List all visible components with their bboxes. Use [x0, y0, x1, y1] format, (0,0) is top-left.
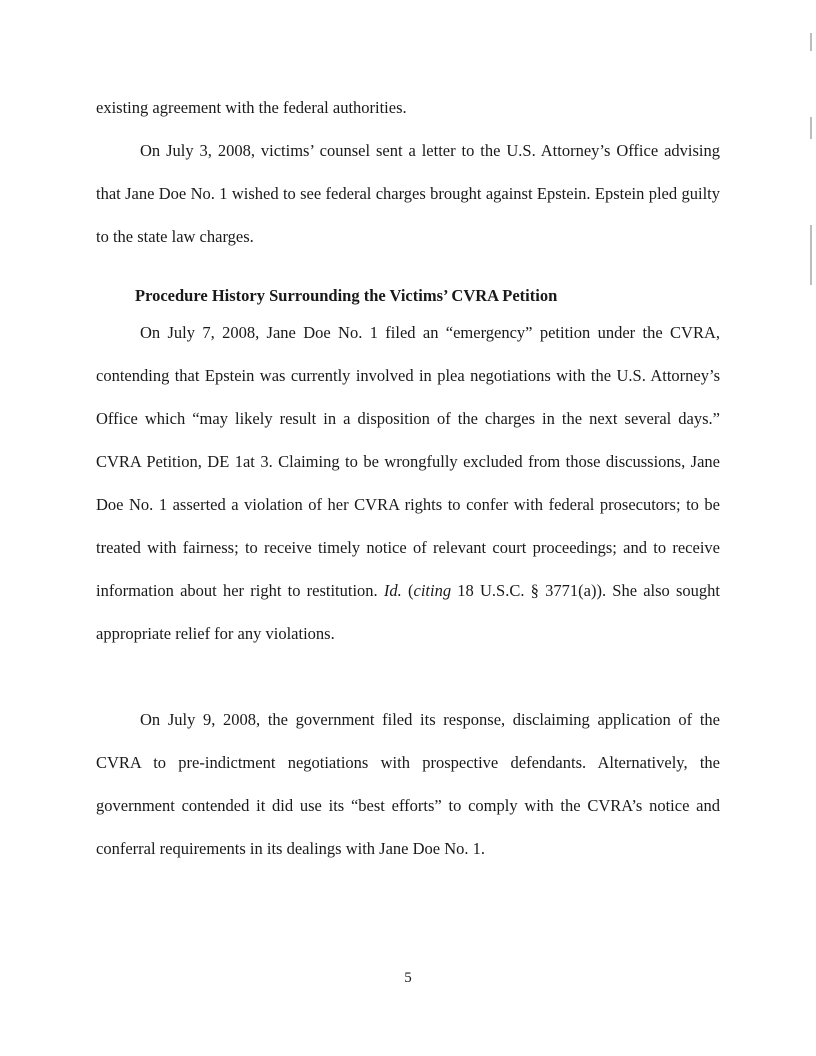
margin-mark — [810, 225, 812, 285]
petition-text-end: 18 U.S.C. § 3771(a)). She also sought appropriate relief for any violations. — [96, 581, 721, 643]
page-number: 5 — [404, 970, 412, 986]
open-paren: ( — [408, 581, 414, 600]
section-heading: Procedure History Surrounding the Victims’ CVRA Petition — [135, 286, 558, 305]
petition-text: On July 7, 2008, Jane Doe No. 1 filed an “emergency” petition under the CVRA, contending that Epstein was currently involved in plea negotiations with the U.S. Attorney’s Office which “may likely result in a disposition of the charges in the next several days.” CVRA Petition, DE 1at 3. Claiming to be wrongfully excluded from those discussions, Jane Doe No. 1 asserted a violation of her CVRA rights to confer with federal prosecutors; to be treated with fairness; to receive timely notice of relevant court proceedings; and to receive information about her right to restitution. — [96, 323, 720, 600]
paragraph-continuation: existing agreement with the federal authorities. — [96, 98, 407, 117]
id-citation: Id. — [383, 581, 402, 600]
margin-mark — [810, 117, 812, 139]
paragraph-july-3-letter: On July 3, 2008, victims’ counsel sent a letter to the U.S. Attorney’s Office advising that Jane Doe No. 1 wished to see federal charges brought against Epstein. Epstein pled guilty to the state law charges. — [96, 141, 720, 246]
margin-mark — [810, 33, 812, 51]
paragraph-july-9-response: On July 9, 2008, the government filed its response, disclaiming application of the CVRA to pre-indictment negotiations with prospective defendants. Alternatively, the government contended it did use its “best efforts” to comply with the CVRA’s notice and conferral requirements in its dealings with Jane Doe No. 1. — [96, 710, 720, 858]
paragraph-july-7-petition — [96, 311, 720, 655]
citing-signal: citing — [413, 581, 452, 600]
